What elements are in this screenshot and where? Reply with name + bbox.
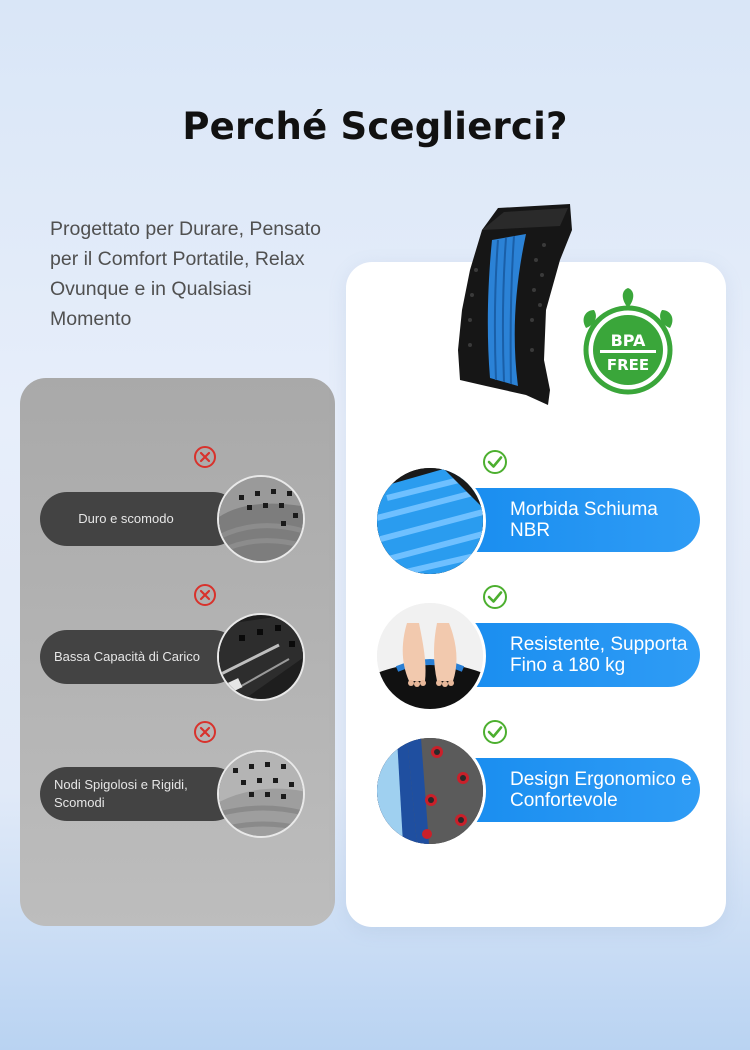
pro-item-ergonomic bbox=[374, 735, 702, 855]
broken-board-image bbox=[217, 613, 305, 701]
pro-item-foam bbox=[374, 465, 702, 585]
x-circle-icon bbox=[193, 445, 217, 469]
nbr-foam-image bbox=[374, 465, 486, 577]
pro-label: Morbida Schiuma NBR bbox=[474, 488, 700, 552]
x-circle-icon bbox=[193, 720, 217, 744]
back-stretcher-product-image bbox=[448, 200, 578, 415]
free-text: FREE bbox=[606, 356, 650, 374]
ergonomic-nodes-image bbox=[374, 735, 486, 847]
con-item-low-capacity bbox=[40, 603, 305, 713]
con-item-sharp-nodes bbox=[40, 740, 305, 850]
check-circle-icon bbox=[482, 584, 508, 610]
hard-surface-image bbox=[217, 475, 305, 563]
sharp-nodes-image bbox=[217, 750, 305, 838]
intro-text: Progettato per Durare, Pensato per il Comfort Portatile, Relax Ovunque e in Qualsiasi Momento bbox=[50, 218, 321, 330]
con-label: Nodi Spigolosi e Rigidi, Scomodi bbox=[40, 767, 240, 821]
con-item-hard bbox=[40, 465, 305, 575]
pro-item-strength bbox=[374, 600, 702, 720]
x-circle-icon bbox=[193, 583, 217, 607]
check-circle-icon bbox=[482, 719, 508, 745]
page-title: Perché Sceglierci? bbox=[182, 105, 568, 148]
con-label: Bassa Capacità di Carico bbox=[40, 630, 240, 684]
con-label: Duro e scomodo bbox=[40, 492, 240, 546]
pro-label: Design Ergonomico e Confortevole bbox=[474, 758, 700, 822]
bpa-text: BPA bbox=[610, 331, 646, 350]
check-circle-icon bbox=[482, 449, 508, 475]
feet-on-stretcher-image bbox=[374, 600, 486, 712]
pro-label: Resistente, Supporta Fino a 180 kg bbox=[474, 623, 700, 687]
bpa-free-badge bbox=[576, 288, 676, 398]
